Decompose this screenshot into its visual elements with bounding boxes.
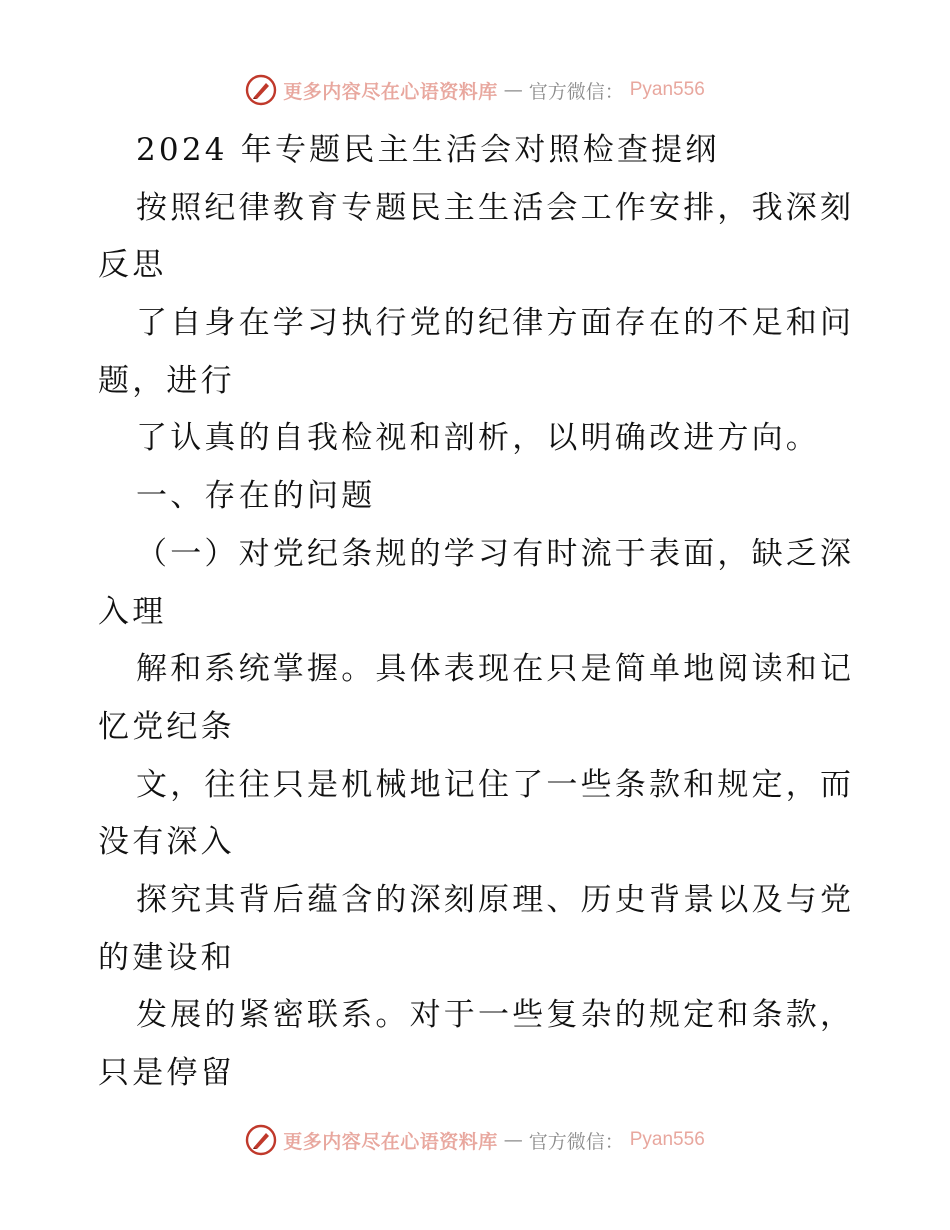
paragraph-line: 忆党纪条	[98, 708, 235, 745]
watermark-wechat-label: 官方微信：	[528, 80, 624, 103]
paragraph-line: 的建设和	[98, 939, 235, 976]
watermark-site-text: 更多内容尽在心语资料库	[283, 1130, 498, 1153]
paragraph-line: 发展的紧密联系。对于一些复杂的规定和条款，	[136, 997, 855, 1034]
paragraph-line: 文，往往只是机械地记住了一些条款和规定，而	[136, 766, 855, 803]
watermark-header	[0, 70, 950, 110]
watermark-wechat-label: 官方微信：	[528, 1130, 624, 1153]
paragraph-line: 题，进行	[98, 362, 235, 399]
document-title: 2024 年专题民主生活会对照检查提纲	[136, 132, 720, 168]
watermark-wechat-id: Pyan556	[629, 1129, 705, 1150]
paragraph-line: 探究其背后蕴含的深刻原理、历史背景以及与党	[136, 881, 855, 918]
paragraph-line: 没有深入	[98, 824, 235, 861]
watermark-footer	[0, 1120, 950, 1160]
quill-pen-icon	[245, 1124, 277, 1156]
section-heading: 一、存在的问题	[136, 478, 376, 515]
paragraph-line: 反思	[98, 247, 167, 284]
paragraph-line: 只是停留	[98, 1055, 235, 1091]
paragraph-line: 按照纪律教育专题民主生活会工作安排，我深刻	[136, 189, 855, 226]
document-body	[98, 122, 858, 1103]
quill-pen-icon	[245, 74, 277, 106]
paragraph-line: 解和系统掌握。具体表现在只是简单地阅读和记	[136, 651, 855, 688]
paragraph-line: 入理	[98, 593, 167, 630]
paragraph-line: 了自身在学习执行党的纪律方面存在的不足和问	[136, 305, 855, 342]
watermark-site-text: 更多内容尽在心语资料库	[283, 80, 498, 103]
paragraph-line: 了认真的自我检视和剖析，以明确改进方向。	[136, 420, 820, 457]
watermark-dash: —	[503, 1129, 523, 1151]
watermark-dash: —	[503, 79, 523, 101]
paragraph-line: （一）对党纪条规的学习有时流于表面，缺乏深	[136, 535, 855, 572]
watermark-wechat-id: Pyan556	[629, 79, 705, 100]
